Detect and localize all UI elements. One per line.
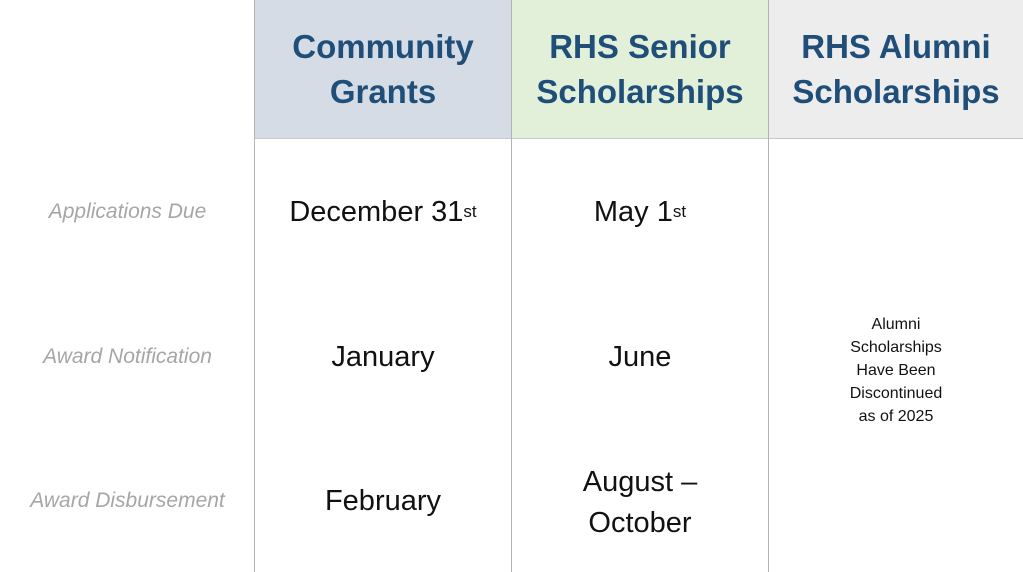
senior-applications-due-value: May 1 <box>593 195 673 228</box>
header-community-grants <box>255 0 511 139</box>
community-award-notification-cell <box>255 327 511 387</box>
community-award-disbursement-value: February <box>324 484 442 517</box>
column-divider <box>768 0 769 572</box>
alumni-discontinued-note-text: Alumni Scholarships Have Been Discontinued as of 2025 <box>849 316 943 425</box>
senior-award-notification-value: June <box>608 340 672 373</box>
senior-applications-due-cell: May 1 st <box>512 182 768 242</box>
header-rhs-senior-scholarships-label: RHS Senior Scholarships <box>536 28 744 110</box>
community-applications-due-value: December 31 <box>289 195 464 228</box>
header-rhs-alumni-scholarships <box>769 0 1023 139</box>
row-label-award-disbursement: Award Disbursement <box>30 489 225 512</box>
community-award-notification-value: January <box>331 340 435 373</box>
senior-award-disbursement-cell <box>512 458 768 548</box>
header-rhs-alumni-scholarships-label: RHS Alumni Scholarships <box>792 28 1000 110</box>
senior-award-notification-cell <box>512 327 768 387</box>
community-award-disbursement-cell <box>255 471 511 531</box>
community-applications-due-cell: December 31 st <box>255 182 511 242</box>
header-community-grants-label: Community Grants <box>292 28 474 110</box>
senior-award-disbursement-value: August – October <box>582 466 698 539</box>
header-rhs-senior-scholarships <box>512 0 768 139</box>
row-label-award-notification: Award Notification <box>43 345 212 368</box>
alumni-discontinued-note <box>769 290 1023 428</box>
row-label-applications-due: Applications Due <box>48 200 207 223</box>
